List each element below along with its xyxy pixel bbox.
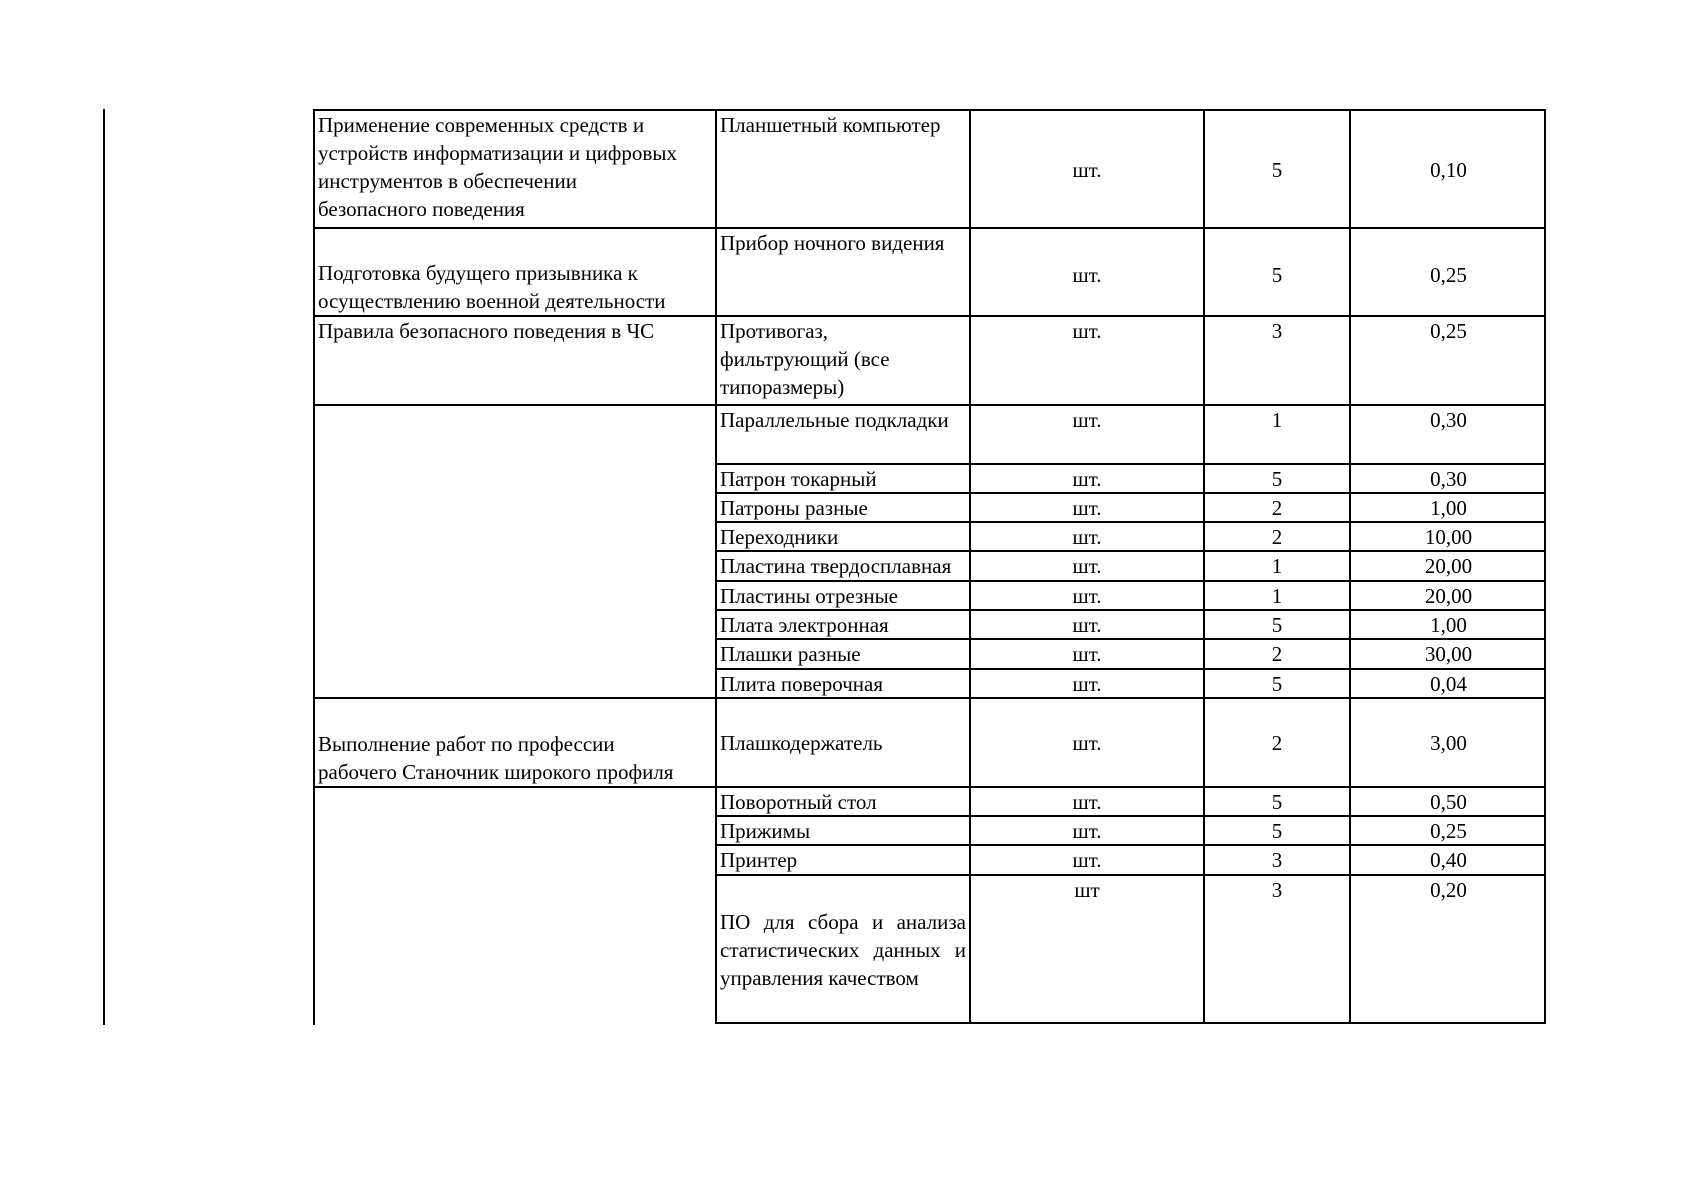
unit-cell: шт. <box>969 465 1203 494</box>
coefficient-cell: 0,25 <box>1349 229 1546 317</box>
item-name-cell: Пластина твердосплавная <box>715 552 969 582</box>
section-cell <box>313 406 715 699</box>
quantity-cell: 3 <box>1203 876 1349 1024</box>
item-name-cell: Противогаз, фильтрующий (все типоразмеры) <box>715 317 969 406</box>
coefficient-cell: 0,04 <box>1349 670 1546 699</box>
coefficient-cell: 0,30 <box>1349 465 1546 494</box>
item-name-cell: Патрон токарный <box>715 465 969 494</box>
unit-cell: шт. <box>969 699 1203 788</box>
unit-cell: шт <box>969 876 1203 1024</box>
quantity-cell: 5 <box>1203 670 1349 699</box>
item-name-cell: Поворотный стол <box>715 788 969 817</box>
quantity-cell: 1 <box>1203 406 1349 465</box>
unit-cell: шт. <box>969 582 1203 611</box>
item-name-cell: Плашки разные <box>715 640 969 670</box>
quantity-cell: 3 <box>1203 317 1349 406</box>
quantity-cell: 5 <box>1203 611 1349 640</box>
coefficient-cell: 30,00 <box>1349 640 1546 670</box>
unit-cell: шт. <box>969 317 1203 406</box>
item-name-cell: Прижимы <box>715 817 969 846</box>
item-name-cell: Плита поверочная <box>715 670 969 699</box>
quantity-cell: 2 <box>1203 640 1349 670</box>
section-cell <box>313 111 715 229</box>
item-name-cell: Плата электронная <box>715 611 969 640</box>
item-name-cell: Плашкодержатель <box>715 699 969 788</box>
unit-cell: шт. <box>969 817 1203 846</box>
unit-cell: шт. <box>969 640 1203 670</box>
section-cell <box>313 699 715 788</box>
quantity-cell: 1 <box>1203 552 1349 582</box>
quantity-cell: 5 <box>1203 111 1349 229</box>
section-cell <box>313 229 715 317</box>
unit-cell: шт. <box>969 494 1203 523</box>
item-name-cell: Прибор ночного видения <box>715 229 969 317</box>
unit-cell: шт. <box>969 229 1203 317</box>
section-cell <box>313 317 715 406</box>
coefficient-cell: 0,30 <box>1349 406 1546 465</box>
coefficient-cell: 0,20 <box>1349 876 1546 1024</box>
quantity-cell: 2 <box>1203 699 1349 788</box>
item-name-cell: Принтер <box>715 846 969 876</box>
coefficient-cell: 1,00 <box>1349 611 1546 640</box>
section-text: Подготовка будущего призывника к осуществлению военной деятельности <box>318 261 666 313</box>
item-name-cell: Переходники <box>715 523 969 552</box>
item-name-cell: ПО для сбора и анализа статистических данных и управления качеством <box>715 876 969 1024</box>
unit-cell: шт. <box>969 611 1203 640</box>
quantity-cell: 5 <box>1203 788 1349 817</box>
coefficient-cell: 20,00 <box>1349 582 1546 611</box>
quantity-cell: 2 <box>1203 494 1349 523</box>
coefficient-cell: 0,25 <box>1349 317 1546 406</box>
item-name-cell: Пластины отрезные <box>715 582 969 611</box>
unit-cell: шт. <box>969 670 1203 699</box>
unit-cell: шт. <box>969 846 1203 876</box>
coefficient-cell: 3,00 <box>1349 699 1546 788</box>
item-name-cell: Патроны разные <box>715 494 969 523</box>
quantity-cell: 2 <box>1203 523 1349 552</box>
coefficient-cell: 0,10 <box>1349 111 1546 229</box>
quantity-cell: 5 <box>1203 465 1349 494</box>
unit-cell: шт. <box>969 406 1203 465</box>
coefficient-cell: 0,50 <box>1349 788 1546 817</box>
quantity-cell: 3 <box>1203 846 1349 876</box>
unit-cell: шт. <box>969 523 1203 552</box>
quantity-cell: 5 <box>1203 229 1349 317</box>
quantity-cell: 5 <box>1203 817 1349 846</box>
unit-cell: шт. <box>969 111 1203 229</box>
coefficient-cell: 0,40 <box>1349 846 1546 876</box>
quantity-cell: 1 <box>1203 582 1349 611</box>
section-cell <box>313 788 715 1024</box>
coefficient-cell: 10,00 <box>1349 523 1546 552</box>
item-name-cell: Планшетный компьютер <box>715 111 969 229</box>
section-text: Применение современных средств и устройств информатизации и цифровых инструментов в обеспечении безопасного поведения <box>318 113 677 221</box>
coefficient-cell: 20,00 <box>1349 552 1546 582</box>
coefficient-cell: 1,00 <box>1349 494 1546 523</box>
item-name-cell: Параллельные подкладки <box>715 406 969 465</box>
unit-cell: шт. <box>969 552 1203 582</box>
unit-cell: шт. <box>969 788 1203 817</box>
section-text: Выполнение работ по профессии рабочего Станочник широкого профиля <box>318 732 674 784</box>
left-margin-line <box>103 109 105 1025</box>
section-text: Правила безопасного поведения в ЧС <box>318 319 655 343</box>
equipment-table <box>313 109 1546 1024</box>
coefficient-cell: 0,25 <box>1349 817 1546 846</box>
